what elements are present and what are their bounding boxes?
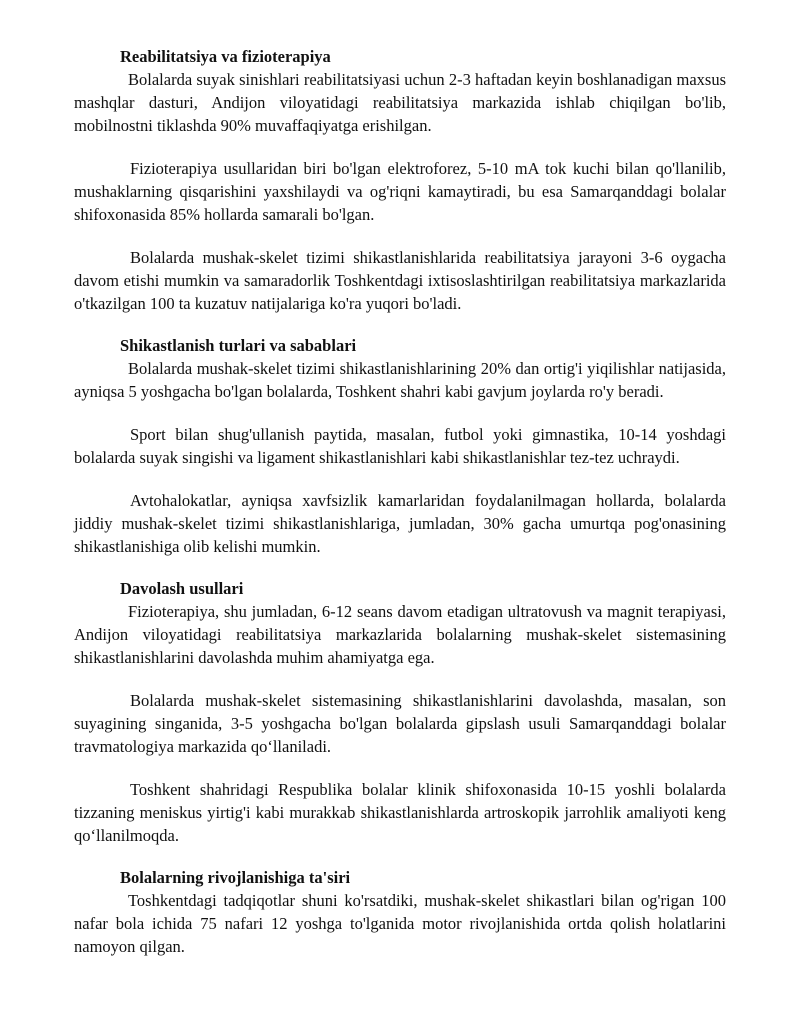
paragraph: Toshkentdagi tadqiqotlar shuni ko'rsatdiki, mushak-skelet shikastlari bilan og'rigan 100 nafar bola ichida 75 nafari 12 yoshga to'lganida motor rivojlanishida ortda qolish holatlarini namoyon qilgan. bbox=[74, 891, 726, 956]
section-title: Bolalarning rivojlanishiga ta'siri bbox=[120, 868, 351, 887]
section-title: Davolash usullari bbox=[120, 579, 244, 598]
paragraph: Toshkent shahridagi Respublika bolalar klinik shifoxonasida 10-15 yoshli bolalarda tizzaning meniskus yirtig'i kabi murakkab shikastlanishlarda artroskopik jarrohlik amaliyoti keng qo‘llanilmoqda. bbox=[74, 780, 726, 845]
section-treatment bbox=[74, 578, 726, 847]
paragraph: Fizioterapiya, shu jumladan, 6-12 seans davom etadigan ultratovush va magnit terapiyasi, Andijon viloyatidagi reabilitatsiya markazlarida bolalarning mushak-skelet sistemasining shikastlanishlarini davolashda muhim ahamiyatga ega. bbox=[74, 602, 726, 667]
paragraph: Bolalarda suyak sinishlari reabilitatsiyasi uchun 2-3 haftadan keyin boshlanadigan maxsus mashqlar dasturi, Andijon viloyatidagi reabilitatsiya markazida ishlab chiqilgan bo'lib, mobilnostni tiklashda 90% muvaffaqiyatga erishilgan. bbox=[74, 70, 726, 135]
paragraph: Sport bilan shug'ullanish paytida, masalan, futbol yoki gimnastika, 10-14 yoshdagi bolalarda suyak singishi va ligament shikastlanishlari kabi shikastlanishlar tez-tez uchraydi. bbox=[74, 425, 726, 467]
section-title: Reabilitatsiya va fizioterapiya bbox=[120, 47, 331, 66]
paragraph: Bolalarda mushak-skelet tizimi shikastlanishlarida reabilitatsiya jarayoni 3-6 oygacha davom etishi mumkin va samaradorlik Toshkentdagi ixtisoslashtirilgan reabilitatsiya markazlarida o'tkazilgan 100 ta kuzatuv natijalariga ko'ra yuqori bo'ladi. bbox=[74, 248, 726, 313]
paragraph: Avtohalokatlar, ayniqsa xavfsizlik kamarlaridan foydalanilmagan hollarda, bolalarda jiddiy mushak-skelet tizimi shikastlanishlariga, jumladan, 30% gacha umurtqa pog'onasining shikastlanishiga olib kelishi mumkin. bbox=[74, 491, 726, 556]
section-development bbox=[74, 867, 726, 958]
paragraph: Bolalarda mushak-skelet sistemasining shikastlanishlarini davolashda, masalan, son suyagining singanida, 3-5 yoshgacha bo'lgan bolalarda gipslash usuli Samarqanddagi bolalar travmatologiya markazida qo‘llaniladi. bbox=[74, 691, 726, 756]
paragraph: Fizioterapiya usullaridan biri bo'lgan elektroforez, 5-10 mA tok kuchi bilan qo'llanilib, mushaklarning qisqarishini yaxshilaydi va og'riqni kamaytiradi, bu esa Samarqanddagi bolalar shifoxonasida 85% hollarda samarali bo'lgan. bbox=[74, 159, 726, 224]
section-title: Shikastlanish turlari va sabablari bbox=[120, 336, 357, 355]
paragraph: Bolalarda mushak-skelet tizimi shikastlanishlarining 20% dan ortig'i yiqilishlar natijasida, ayniqsa 5 yoshgacha bo'lgan bolalarda, Toshkent shahri kabi gavjum joylarda ro'y beradi. bbox=[74, 359, 726, 401]
section-rehabilitation bbox=[74, 46, 726, 315]
section-injury-types bbox=[74, 335, 726, 558]
document-page bbox=[74, 46, 726, 978]
